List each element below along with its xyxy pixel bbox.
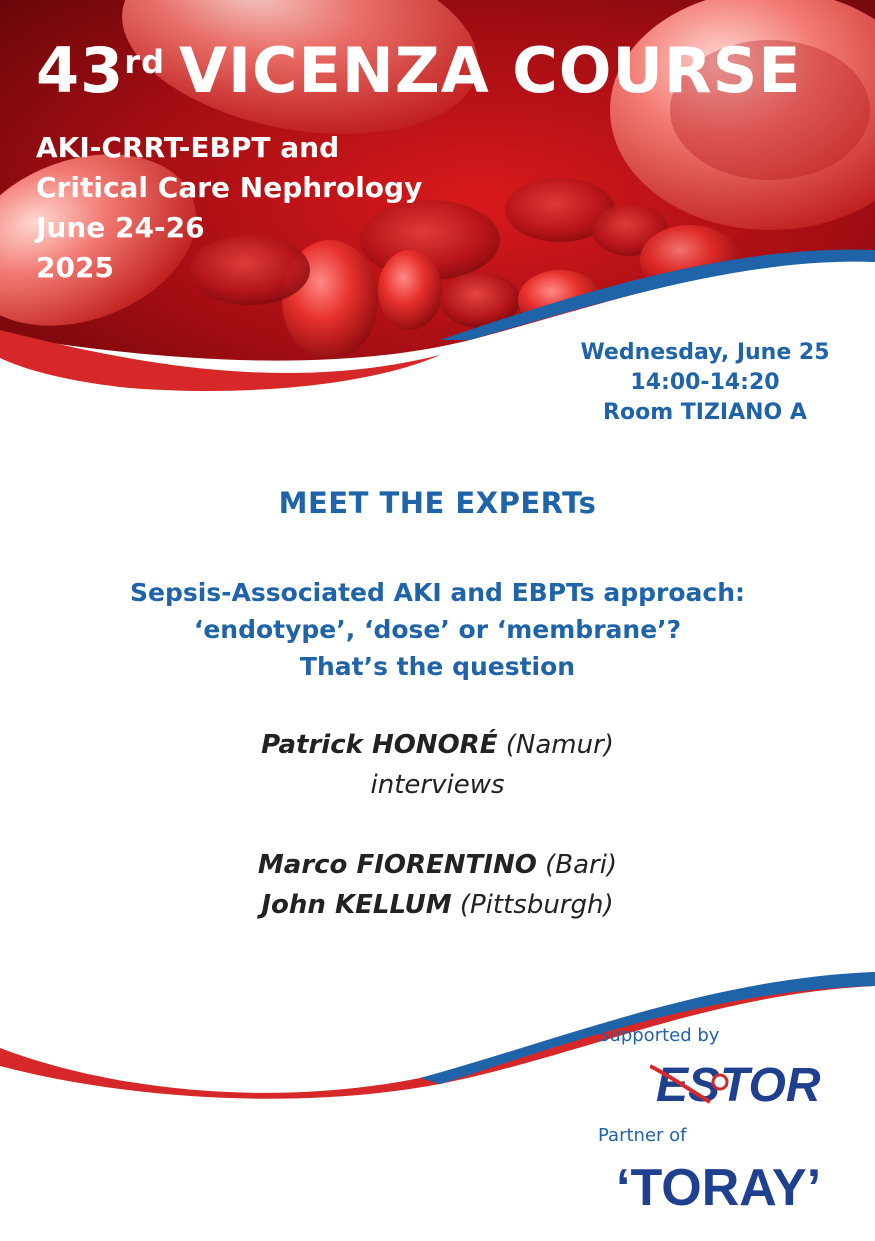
course-title	[36, 34, 802, 107]
session-room: Room TIZIANO A	[603, 400, 807, 425]
topic-line: That’s the question	[299, 652, 576, 681]
interviewer-location: (Namur)	[505, 730, 614, 760]
expert-location: (Pittsburgh)	[459, 890, 614, 920]
topic-line: Sepsis-Associated AKI and EBPTs approach:	[129, 578, 746, 607]
interviewer-name: Patrick HONORÉ	[261, 730, 498, 760]
expert	[0, 845, 875, 885]
session-info	[560, 338, 850, 428]
estor-logo-text: ESTOR	[656, 1059, 821, 1108]
expert-name: Marco FIORENTINO	[257, 850, 537, 880]
interviewer	[0, 725, 875, 765]
session-time: 14:00-14:20	[630, 370, 780, 395]
course-subtitle-line: AKI-CRRT-EBPT and	[36, 131, 340, 164]
expert-name: John KELLUM	[261, 890, 452, 920]
experts-block	[0, 845, 875, 925]
topic-line: ‘endotype’, ‘dose’ or ‘membrane’?	[193, 615, 682, 644]
course-dates: June 24-26	[36, 211, 205, 244]
interviewer-block	[0, 725, 875, 805]
course-name: VICENZA COURSE	[178, 34, 802, 107]
course-subtitle	[36, 128, 422, 288]
course-subtitle-line: Critical Care Nephrology	[36, 171, 423, 204]
partner-of-label: Partner of	[598, 1125, 687, 1146]
supported-by-label: Supported by	[598, 1025, 720, 1046]
interviews-verb: interviews	[370, 770, 505, 800]
expert	[0, 885, 875, 925]
session-day: Wednesday, June 25	[580, 340, 830, 365]
toray-logo	[612, 1155, 842, 1213]
session-topic	[0, 574, 875, 685]
toray-logo-text: ‘TORAY’	[616, 1159, 822, 1213]
course-year: 2025	[36, 251, 114, 284]
estor-logo	[650, 1056, 835, 1108]
expert-location: (Bari)	[545, 850, 618, 880]
section-heading: MEET THE EXPERTs	[278, 486, 597, 520]
course-number: 43	[36, 34, 125, 107]
course-number-suffix: rd	[124, 43, 165, 81]
